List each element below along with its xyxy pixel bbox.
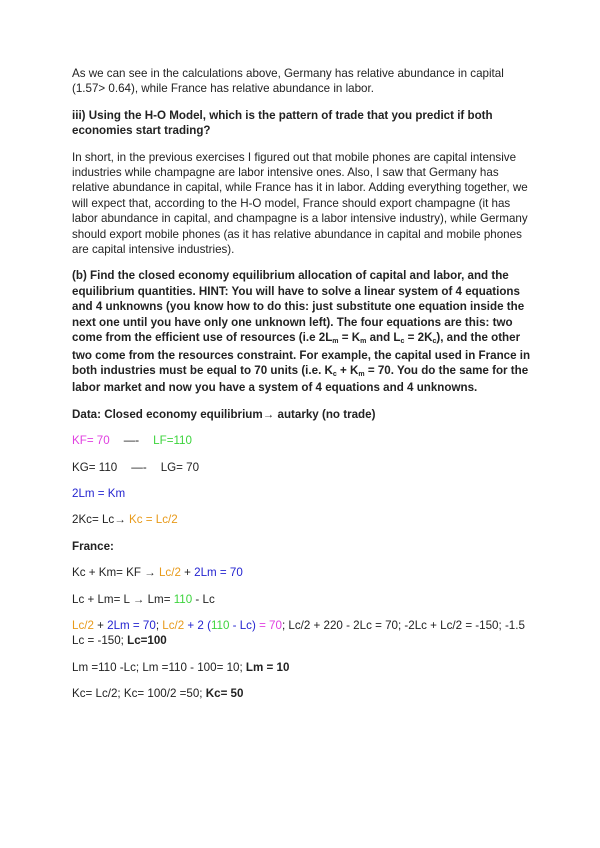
question-b-part: = 70. You do the same for the labor market and now you have a system of 4 equations and 4 unknowns. — [72, 363, 529, 395]
eq-part: ; Lc/2 + 220 - 2Lc = 70; -2Lc + Lc/2 = -150; -1.5 Lc = -150; — [72, 618, 525, 648]
eq-part: Kc + Km= KF → — [72, 566, 159, 580]
eq-part: 110 — [210, 618, 230, 632]
subscript: m — [360, 338, 367, 346]
question-b-part: and L — [366, 331, 401, 345]
equation-2lm-km: 2Lm = Km — [72, 486, 126, 500]
dash: —- — [123, 434, 140, 448]
question-b-part: = 2K — [404, 331, 433, 345]
eq-part: + 2 ( — [184, 618, 211, 632]
kg-value: KG= 110 — [72, 460, 118, 474]
eq-part: Lc + Lm= L → Lm= — [72, 592, 174, 606]
eq-result-kc: Kc= 50 — [205, 687, 244, 701]
france-eq4 — [72, 660, 532, 675]
eq-part: - Lc — [192, 592, 215, 606]
eq-result-lm: Lm = 10 — [245, 660, 290, 674]
question-b-part: + K — [336, 363, 359, 377]
question-b-part: = K — [338, 331, 361, 345]
kf-value: KF= 70 — [72, 434, 110, 448]
subscript: c — [400, 338, 405, 346]
document-page — [72, 66, 532, 713]
row-kg-lg — [72, 460, 532, 475]
data-title: Data: Closed economy equilibrium→ autarky (no trade) — [72, 407, 376, 421]
subscript: m — [358, 370, 365, 378]
subscript: c — [332, 370, 337, 378]
france-heading: France: — [72, 539, 114, 553]
eq-part: 2Kc= Lc→ — [72, 513, 130, 527]
france-eq3 — [72, 618, 532, 649]
eq-part: Lc/2 — [72, 618, 94, 632]
france-eq2 — [72, 592, 532, 607]
eq-part: ; — [155, 618, 163, 632]
question-iii: iii) Using the H-O Model, which is the pattern of trade that you predict if both economies start trading? — [72, 108, 493, 138]
paragraph-trade-pattern: In short, in the previous exercises I figured out that mobile phones are capital intensive industries while champagne are labor intensive ones. Also, I saw that Germany has relative abundance in capital, while France has it in labor. Adding everything together, we will expect that, according to the H-O model, France should export champagne (it has labor abundance in capital, and champagne is a labor intensive industry), while Germany should export mobile phones (as it has relative abundance in capital and mobile phones are capital intensive industries). — [72, 150, 528, 257]
paragraph-capital-abundance: As we can see in the calculations above, Germany has relative abundance in capital (1.57> 0.64), while France has relative abundance in labor. — [72, 67, 504, 96]
eq-part: 2Lm = 70 — [194, 566, 243, 580]
eq-part: 2Lm = 70 — [107, 618, 156, 632]
eq-part: Lc/2 — [162, 618, 185, 632]
eq-part: + — [180, 566, 195, 580]
question-b-part: (b) Find the closed economy equilibrium allocation of capital and labor, and the equilibrium quantities. HINT: You will have to solve a linear system of 4 equations and 4 unknowns (you know how to do this: just substitute one equation inside the next one until you have only one unknown left). The four equations are this: two come from the efficient use of resources (i.e 2L — [72, 269, 525, 345]
eq-part: - Lc) — [229, 618, 260, 632]
eq-part: Kc = Lc/2 — [129, 513, 178, 527]
france-eq5 — [72, 686, 532, 701]
subscript: m — [332, 338, 339, 346]
question-b-part: ), and the other two come from the resources constraint. For example, the capital used in France in both industries must be equal to 70 units (i.e. K — [72, 331, 531, 377]
lf-value: LF=110 — [153, 434, 192, 448]
question-b — [72, 268, 532, 395]
eq-part: + — [93, 618, 108, 632]
eq-part: Lc/2 — [158, 566, 181, 580]
eq-result-lc: Lc=100 — [127, 634, 167, 648]
france-eq1 — [72, 565, 532, 580]
eq-part: = 70 — [259, 618, 282, 632]
dash: —- — [131, 460, 147, 474]
lg-value: LG= 70 — [160, 460, 200, 474]
eq-part: Lm =110 -Lc; Lm =110 - 100= 10; — [72, 660, 246, 674]
eq-part: 110 — [173, 592, 193, 606]
subscript: c — [432, 338, 437, 346]
equation-2kc-lc — [72, 512, 532, 527]
row-kf-lf — [72, 433, 532, 448]
eq-part: Kc= Lc/2; Kc= 100/2 =50; — [72, 687, 206, 701]
